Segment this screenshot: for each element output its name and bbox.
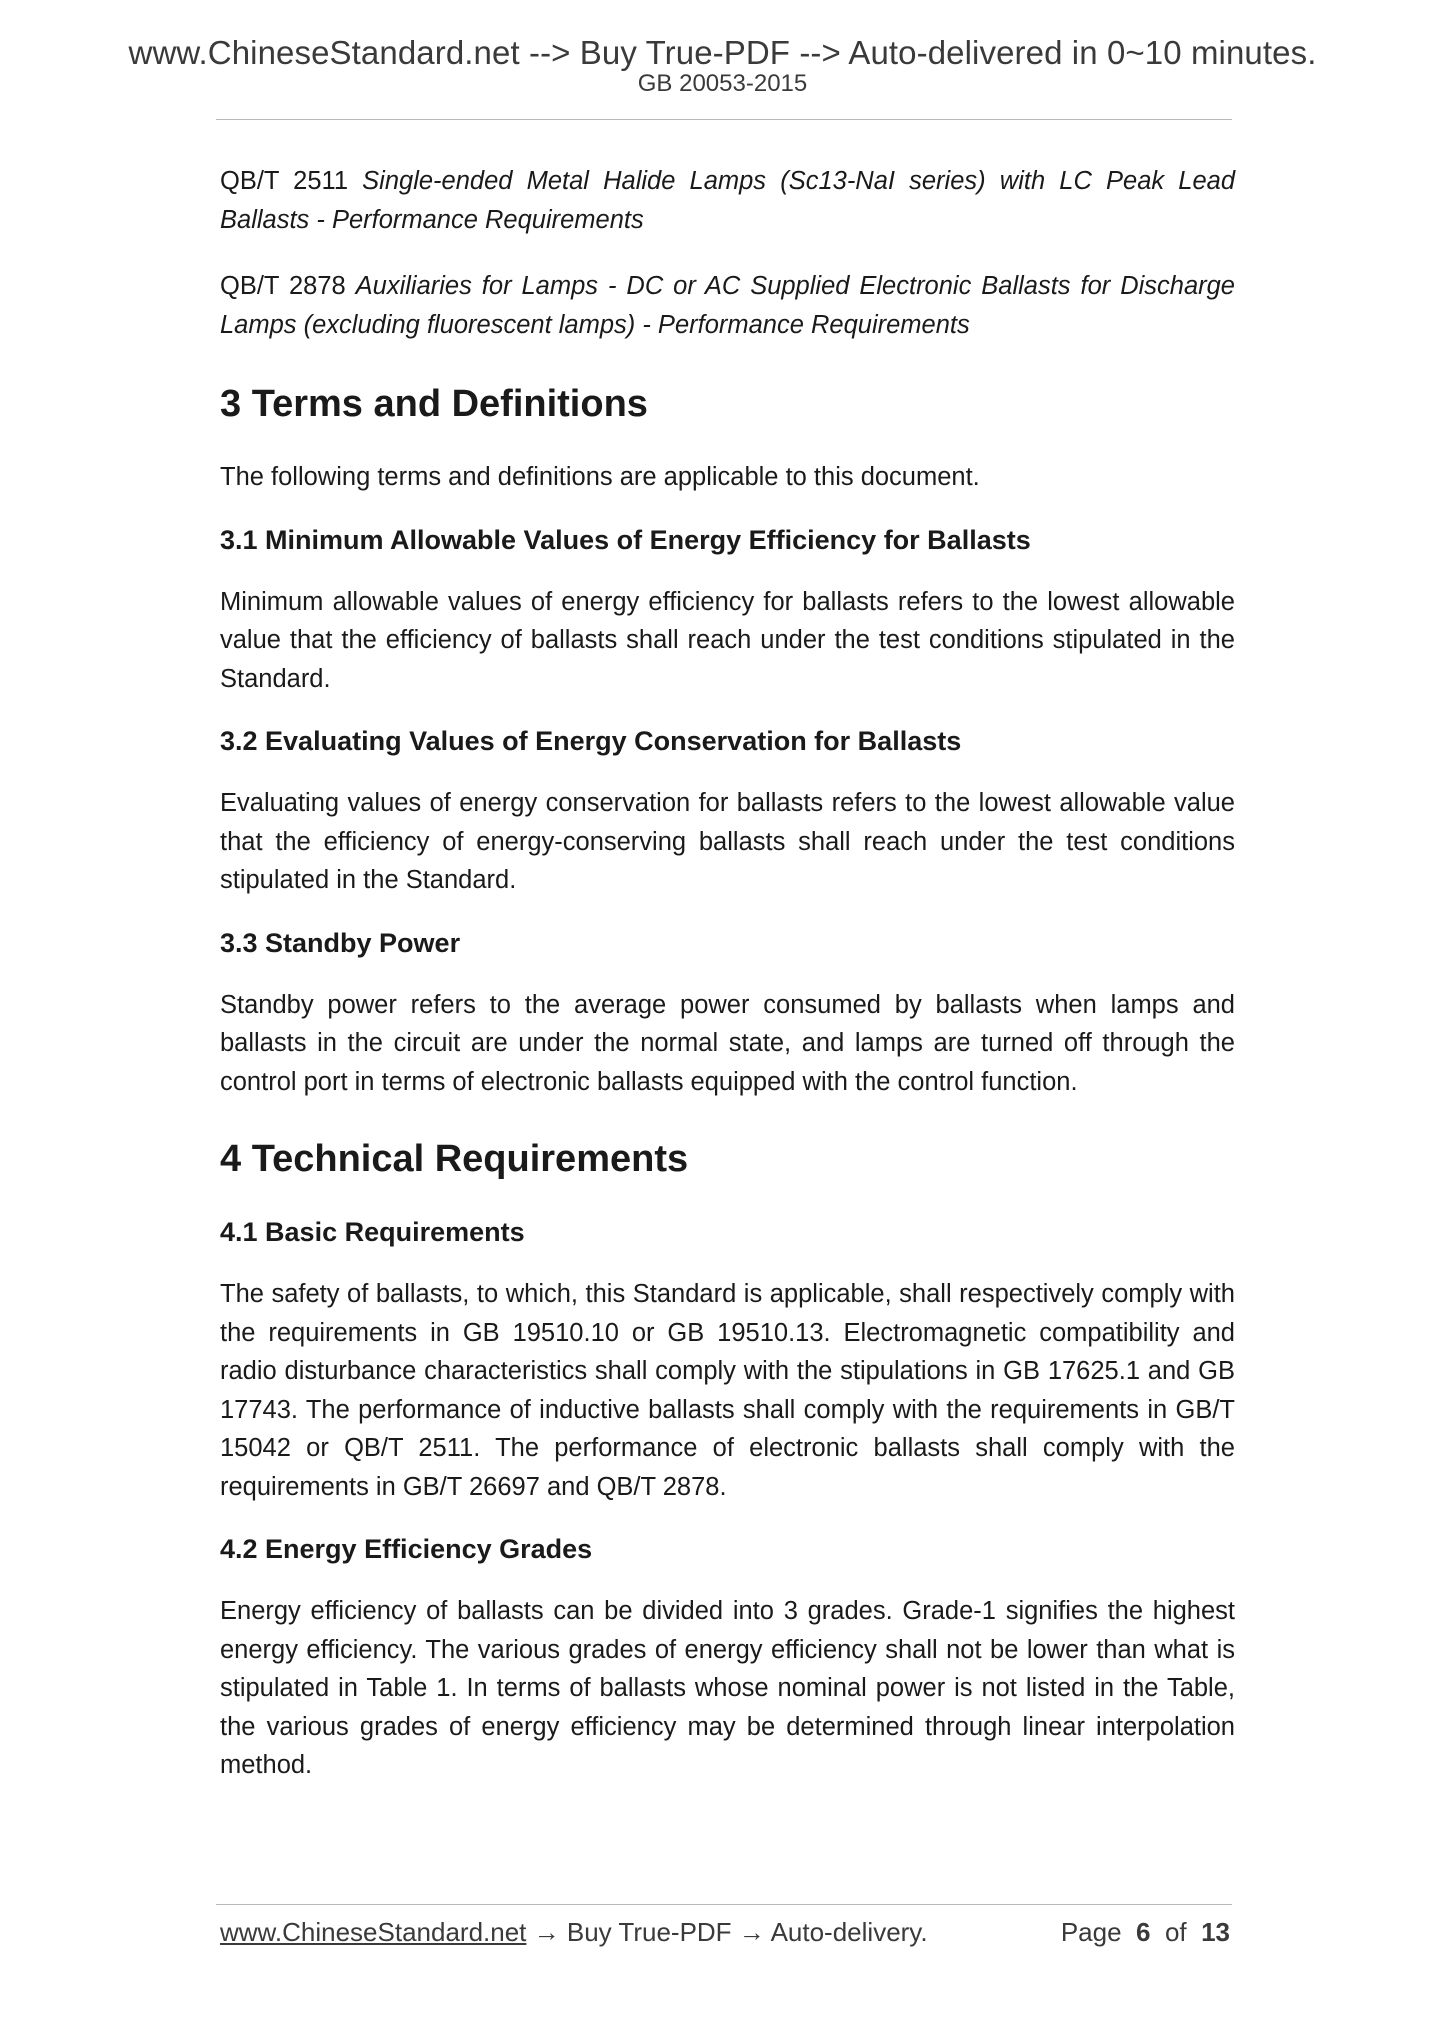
section-3-heading: 3 Terms and Definitions <box>220 383 648 425</box>
section-4-1-text: The safety of ballasts, to which, this Standard is applicable, shall respectively comply with the requirements in GB 19510.10 or GB 19510.13. Electromagnetic compatibility and radio disturbance characteristics shall comply with the stipulations in GB 17625.1 and GB 17743. The performance of inductive ballasts shall comply with the requirements in GB/T 15042 or QB/T 2511. The performance of electronic ballasts shall comply with the requirements in GB/T 26697 and QB/T 2878. <box>220 1280 1235 1501</box>
page-number: 6 <box>1136 1917 1151 1947</box>
footer-divider <box>216 1904 1232 1905</box>
page-footer <box>220 1917 1230 1948</box>
header-divider <box>216 119 1232 120</box>
reference-qbt-2878 <box>220 267 1235 344</box>
section-4-2-text: Energy efficiency of ballasts can be divided into 3 grades. Grade-1 signifies the highest energy efficiency. The various grades of energy efficiency shall not be lower than what is stipulated in Table 1. In terms of ballasts whose nominal power is not listed in the Table, the various grades of energy efficiency may be determined through linear interpolation method. <box>220 1597 1235 1779</box>
reference-code: QB/T 2878 <box>220 272 346 300</box>
footer-site-link[interactable]: www.ChineseStandard.net <box>220 1917 527 1947</box>
section-3-intro: The following terms and definitions are applicable to this document. <box>220 463 980 491</box>
page-label: Page <box>1060 1917 1122 1947</box>
section-4-1-heading: 4.1 Basic Requirements <box>220 1217 525 1247</box>
reference-title: Auxiliaries for Lamps - DC or AC Supplied Electronic Ballasts for Discharge Lamps (excluding fluorescent lamps) - Performance Requirements <box>220 272 1235 339</box>
section-3-2-text: Evaluating values of energy conservation for ballasts refers to the lowest allowable value that the efficiency of energy-conserving ballasts shall reach under the test conditions stipulated in the Standard. <box>220 789 1235 894</box>
section-3-3-text: Standby power refers to the average power consumed by ballasts when lamps and ballasts in the circuit are under the normal state, and lamps are turned off through the control port in terms of electronic ballasts equipped with the control function. <box>220 990 1235 1096</box>
page-total: 13 <box>1201 1917 1230 1947</box>
page-indicator <box>1061 1917 1230 1948</box>
reference-code: QB/T 2511 <box>220 167 349 195</box>
section-3-2-heading: 3.2 Evaluating Values of Energy Conservation for Ballasts <box>220 726 962 756</box>
reference-title: Single-ended Metal Halide Lamps (Sc13-NaI series) with LC Peak Lead Ballasts - Performance Requirements <box>220 167 1235 234</box>
reference-qbt-2511 <box>220 162 1235 239</box>
section-4-heading: 4 Technical Requirements <box>220 1138 689 1180</box>
page-content <box>220 162 1235 1785</box>
top-banner: www.ChineseStandard.net --> Buy True-PDF --> Auto-delivered in 0~10 minutes. <box>128 34 1317 71</box>
document-id: GB 20053-2015 <box>637 70 808 97</box>
section-3-1-text: Minimum allowable values of energy efficiency for ballasts refers to the lowest allowable value that the efficiency of ballasts shall reach under the test conditions stipulated in the Standard. <box>220 587 1235 693</box>
section-3-3-heading: 3.3 Standby Power <box>220 927 461 958</box>
section-3-1-heading: 3.1 Minimum Allowable Values of Energy Efficiency for Ballasts <box>220 524 1031 555</box>
footer-tagline: → Buy True-PDF → Auto-delivery. <box>526 1917 928 1947</box>
section-4-2-heading: 4.2 Energy Efficiency Grades <box>220 1534 593 1564</box>
page-of-label: of <box>1164 1917 1187 1947</box>
